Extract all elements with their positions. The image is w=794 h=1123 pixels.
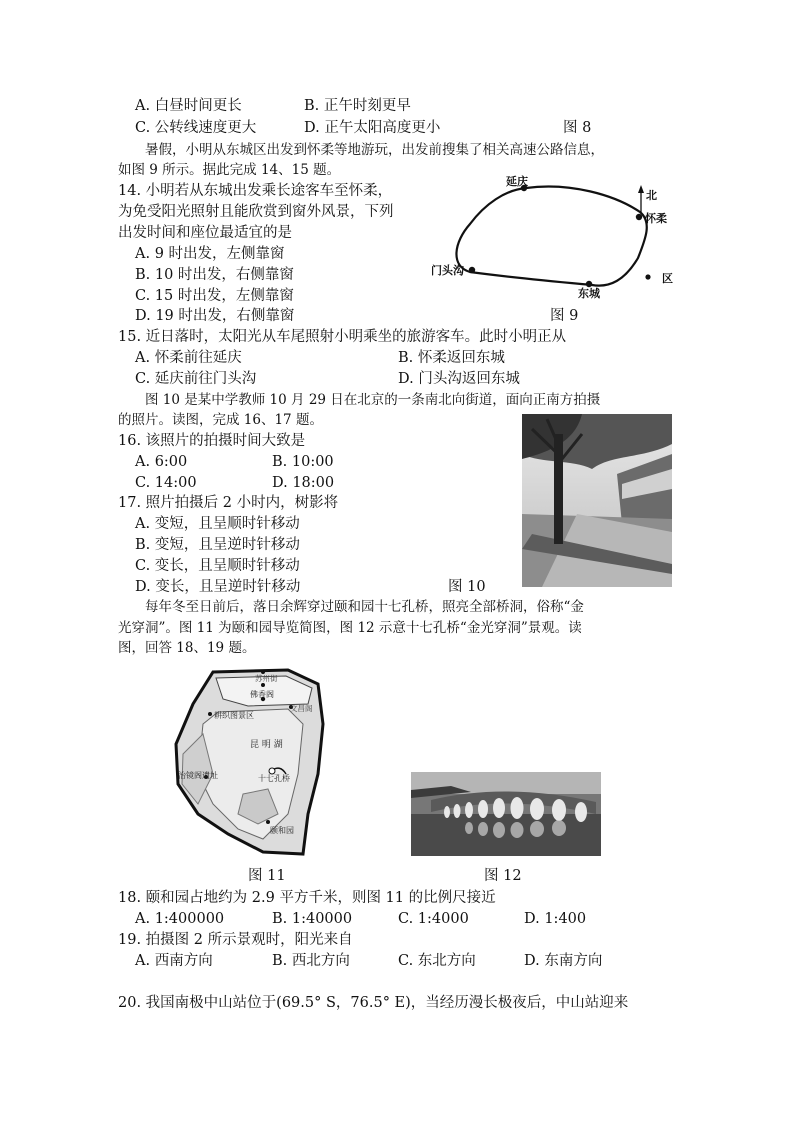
- q18-option-b: B. 1:40000: [272, 911, 353, 927]
- fig9-label: 图 9: [550, 308, 579, 324]
- q13-option-c: C. 公转线速度更大: [135, 120, 257, 136]
- fig11-gengzhitu: 耕织图景区: [214, 711, 254, 720]
- q17-option-a: A. 变短，且呈顺时针移动: [135, 516, 300, 532]
- q14-option-a: A. 9 时出发，左侧靠窗: [135, 246, 285, 262]
- fig10-label: 图 10: [448, 579, 486, 595]
- fig9-north-label: 北: [646, 189, 657, 202]
- q15-option-c: C. 延庆前往门头沟: [135, 371, 257, 387]
- q15-option-d: D. 门头沟返回东城: [398, 371, 520, 387]
- q18-option-d: D. 1:400: [524, 911, 587, 927]
- fig11-yiheyuan: 颐和园: [270, 826, 294, 835]
- intro-18-19-line3: 图，回答 18、19 题。: [118, 640, 256, 656]
- q16-option-d: D. 18:00: [272, 475, 335, 491]
- q13-option-b: B. 正午时刻更早: [304, 98, 411, 114]
- fig9-mentougou-label: 门头沟: [431, 264, 464, 277]
- q19-option-c: C. 东北方向: [398, 953, 476, 969]
- q19-option-a: A. 西南方向: [135, 953, 213, 969]
- fig11-kunming-lake: 昆 明 湖: [250, 740, 283, 750]
- fig10-street-photo: [522, 414, 672, 587]
- q13-option-a: A. 白昼时间更长: [135, 98, 242, 114]
- fig9-dongcheng-label: 东城: [578, 287, 600, 300]
- q14-stem-1: 14. 小明若从东城出发乘长途客车至怀柔，: [118, 183, 393, 199]
- intro-14-15-line1: 暑假，小明从东城区出发到怀柔等地游玩，出发前搜集了相关高速公路信息，: [145, 142, 604, 158]
- q17-option-c: C. 变长，且呈顺时针移动: [135, 558, 300, 574]
- q15-option-b: B. 怀柔返回东城: [398, 350, 505, 366]
- q14-stem-3: 出发时间和座位最适宜的是: [118, 225, 292, 241]
- q16-stem: 16. 该照片的拍摄时间大致是: [118, 433, 306, 449]
- fig8-label: 图 8: [563, 120, 592, 136]
- fig9-district-label: 区: [662, 272, 673, 285]
- intro-16-17-line1: 图 10 是某中学教师 10 月 29 日在北京的一条南北向街道，面向正南方拍摄: [145, 392, 601, 408]
- district-symbol: [645, 274, 650, 279]
- intro-18-19-line2: 光穿洞”。图 11 为颐和园导览简图，图 12 示意十七孔桥“金光穿洞”景观。读: [118, 620, 582, 636]
- q15-option-a: A. 怀柔前往延庆: [135, 350, 242, 366]
- intro-14-15-line2: 如图 9 所示。据此完成 14、15 题。: [118, 162, 341, 178]
- fig11-zhijingge: 治镜阁遗址: [178, 771, 218, 780]
- intro-18-19-line1: 每年冬至日前后，落日余辉穿过颐和园十七孔桥，照亮全部桥洞，俗称“金: [145, 599, 584, 615]
- q14-stem-2: 为免受阳光照射且能欣赏到窗外风景，下列: [118, 204, 394, 220]
- fig12-label: 图 12: [484, 868, 522, 884]
- q19-option-d: D. 东南方向: [524, 953, 603, 969]
- fig11-seventeen-arch-bridge: 十七孔桥: [258, 774, 290, 783]
- fig11-foxiangge: 佛香阁: [250, 690, 274, 699]
- q16-option-a: A. 6:00: [135, 454, 188, 470]
- q16-option-b: B. 10:00: [272, 454, 334, 470]
- q14-option-d: D. 19 时出发，右侧靠窗: [135, 308, 295, 324]
- fig11-summer-palace-map: [168, 664, 328, 860]
- fig11-wenchangge: 文昌阁: [290, 704, 313, 713]
- q18-option-c: C. 1:4000: [398, 911, 469, 927]
- north-arrowhead-icon: [638, 185, 644, 193]
- q19-option-b: B. 西北方向: [272, 953, 350, 969]
- q15-stem: 15. 近日落时，太阳光从车尾照射小明乘坐的旅游客车。此时小明正从: [118, 329, 567, 345]
- q16-option-c: C. 14:00: [135, 475, 197, 491]
- q13-option-d: D. 正午太阳高度更小: [304, 120, 441, 136]
- q14-option-c: C. 15 时出发，左侧靠窗: [135, 288, 294, 304]
- intro-16-17-line2: 的照片。读图，完成 16、17 题。: [118, 412, 323, 428]
- q14-option-b: B. 10 时出发，右侧靠窗: [135, 267, 294, 283]
- q18-option-a: A. 1:400000: [135, 911, 225, 927]
- fig9-huairou-label: 怀柔: [645, 212, 667, 225]
- huairou-point: [636, 214, 642, 220]
- q18-stem: 18. 颐和园占地约为 2.9 平方千米，则图 11 的比例尺接近: [118, 890, 496, 906]
- mentougou-point: [469, 267, 475, 273]
- q17-stem: 17. 照片拍摄后 2 小时内，树影将: [118, 495, 339, 511]
- fig11-suzhou-street: 苏州街: [255, 674, 278, 683]
- q17-option-b: B. 变短，且呈逆时针移动: [135, 537, 300, 553]
- fig9-yanqing-label: 延庆: [506, 175, 528, 188]
- q17-option-d: D. 变长，且呈逆时针移动: [135, 579, 301, 595]
- fig11-label: 图 11: [248, 868, 286, 884]
- q20-stem: 20. 我国南极中山站位于(69.5° S，76.5° E)，当经历漫长极夜后，中山站迎来: [118, 995, 629, 1011]
- fig12-bridge-photo: [411, 772, 601, 856]
- q19-stem: 19. 拍摄图 2 所示景观时，阳光来自: [118, 932, 353, 948]
